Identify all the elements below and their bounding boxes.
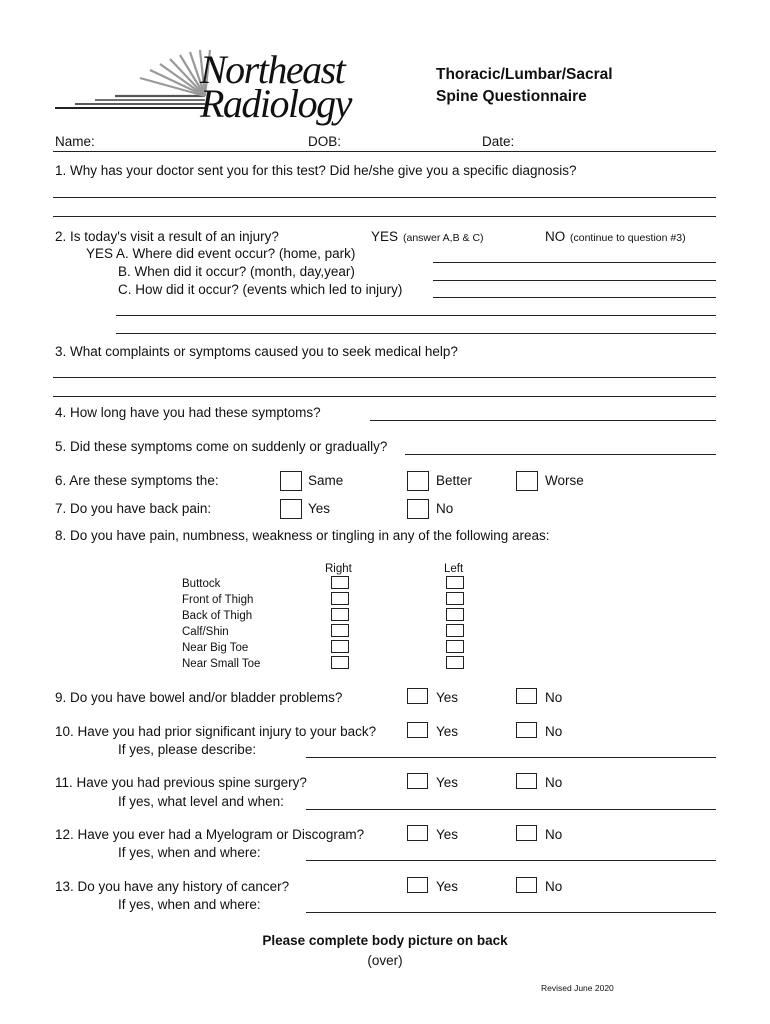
q3-answer-line-2[interactable] xyxy=(53,396,716,397)
q8-text: 8. Do you have pain, numbness, weakness or tingling in any of the following areas: xyxy=(55,528,550,543)
q6-worse-checkbox[interactable] xyxy=(516,471,538,491)
q8-left-small-toe-checkbox[interactable] xyxy=(446,656,464,669)
q7-no-checkbox[interactable] xyxy=(407,499,429,519)
q10-yes-label: Yes xyxy=(436,724,459,739)
revision-date: Revised June 2020 xyxy=(541,983,614,993)
q11-subtext: If yes, what level and when: xyxy=(118,794,284,809)
body-picture-instruction: Please complete body picture on back xyxy=(262,933,508,948)
q4-text: 4. How long have you had these symptoms? xyxy=(55,405,321,420)
q2-b-answer-line[interactable] xyxy=(433,280,716,281)
q7-text: 7. Do you have back pain: xyxy=(55,501,212,516)
q2-part-b: B. When did it occur? (month, day,year) xyxy=(118,264,355,279)
q6-better-checkbox[interactable] xyxy=(407,471,429,491)
q4-answer-line[interactable] xyxy=(370,420,716,421)
q6-same-label: Same xyxy=(308,473,344,488)
q13-text: 13. Do you have any history of cancer? xyxy=(55,879,290,894)
q9-no-label: No xyxy=(545,690,563,705)
q9-yes-label: Yes xyxy=(436,690,459,705)
q10-no-checkbox[interactable] xyxy=(516,722,537,738)
q2-text: 2. Is today's visit a result of an injury? xyxy=(55,229,279,244)
q2-c-answer-line-3[interactable] xyxy=(116,333,716,334)
q1-answer-line-2[interactable] xyxy=(53,216,716,217)
dob-label: DOB: xyxy=(308,134,342,149)
form-title-line1: Thoracic/Lumbar/Sacral xyxy=(436,66,613,83)
q5-answer-line[interactable] xyxy=(405,454,716,455)
q8-left-buttock-checkbox[interactable] xyxy=(446,576,464,589)
q2-yes-label: YES xyxy=(371,229,399,244)
q13-answer-line[interactable] xyxy=(306,912,716,913)
logo-line2: Radiology xyxy=(200,81,351,126)
q8-right-header: Right xyxy=(325,563,352,575)
q2-a-answer-line[interactable] xyxy=(433,262,716,263)
q9-text: 9. Do you have bowel and/or bladder problems? xyxy=(55,690,343,705)
q8-right-back-thigh-checkbox[interactable] xyxy=(331,608,349,621)
q10-subtext: If yes, please describe: xyxy=(118,742,257,757)
q13-subtext: If yes, when and where: xyxy=(118,897,261,912)
q8-area-label: Near Big Toe xyxy=(182,642,249,654)
q8-left-big-toe-checkbox[interactable] xyxy=(446,640,464,653)
q10-text: 10. Have you had prior significant injury to your back? xyxy=(55,724,377,739)
q8-area-label: Buttock xyxy=(182,578,221,590)
q7-yes-checkbox[interactable] xyxy=(280,499,302,519)
q8-area-label: Front of Thigh xyxy=(182,594,254,606)
q12-no-label: No xyxy=(545,827,563,842)
q2-no-label: NO xyxy=(545,229,566,244)
q13-yes-checkbox[interactable] xyxy=(407,877,428,893)
q6-worse-label: Worse xyxy=(545,473,584,488)
q5-text: 5. Did these symptoms come on suddenly or gradually? xyxy=(55,439,388,454)
q10-no-label: No xyxy=(545,724,563,739)
form-title-line2: Spine Questionnaire xyxy=(436,88,587,105)
q12-no-checkbox[interactable] xyxy=(516,825,537,841)
q12-text: 12. Have you ever had a Myelogram or Discogram? xyxy=(55,827,365,842)
q11-text: 11. Have you had previous spine surgery? xyxy=(55,775,307,790)
q8-right-front-thigh-checkbox[interactable] xyxy=(331,592,349,605)
q8-right-buttock-checkbox[interactable] xyxy=(331,576,349,589)
q8-left-front-thigh-checkbox[interactable] xyxy=(446,592,464,605)
q12-yes-checkbox[interactable] xyxy=(407,825,428,841)
q13-no-label: No xyxy=(545,879,563,894)
date-label: Date: xyxy=(482,134,515,149)
q3-answer-line-1[interactable] xyxy=(53,377,716,378)
name-dob-date-field[interactable] xyxy=(53,151,716,152)
q12-subtext: If yes, when and where: xyxy=(118,845,261,860)
q11-no-label: No xyxy=(545,775,563,790)
q8-area-label: Back of Thigh xyxy=(182,610,253,622)
q8-right-big-toe-checkbox[interactable] xyxy=(331,640,349,653)
q11-yes-checkbox[interactable] xyxy=(407,773,428,789)
q2-yes-note: (answer A,B & C) xyxy=(403,232,484,244)
q9-no-checkbox[interactable] xyxy=(516,688,537,704)
q11-answer-line[interactable] xyxy=(306,809,716,810)
q10-answer-line[interactable] xyxy=(306,757,716,758)
q8-right-small-toe-checkbox[interactable] xyxy=(331,656,349,669)
q11-no-checkbox[interactable] xyxy=(516,773,537,789)
q2-part-c: C. How did it occur? (events which led to injury) xyxy=(118,282,403,297)
q1-text: 1. Why has your doctor sent you for this test? Did he/she give you a specific diagnosis? xyxy=(55,163,577,178)
logo-line1: Northeast xyxy=(200,47,345,92)
q8-left-calf-checkbox[interactable] xyxy=(446,624,464,637)
over-note: (over) xyxy=(367,953,403,968)
q1-answer-line-1[interactable] xyxy=(53,197,716,198)
q6-text: 6. Are these symptoms the: xyxy=(55,473,219,488)
q2-part-a: YES A. Where did event occur? (home, park) xyxy=(86,246,356,261)
q8-area-label: Near Small Toe xyxy=(182,658,261,670)
q9-yes-checkbox[interactable] xyxy=(407,688,428,704)
q11-yes-label: Yes xyxy=(436,775,459,790)
q8-area-label: Calf/Shin xyxy=(182,626,229,638)
q8-left-back-thigh-checkbox[interactable] xyxy=(446,608,464,621)
q7-yes-label: Yes xyxy=(308,501,331,516)
q13-yes-label: Yes xyxy=(436,879,459,894)
q3-text: 3. What complaints or symptoms caused you to seek medical help? xyxy=(55,344,458,359)
q13-no-checkbox[interactable] xyxy=(516,877,537,893)
q10-yes-checkbox[interactable] xyxy=(407,722,428,738)
q8-left-header: Left xyxy=(444,563,464,575)
q2-no-note: (continue to question #3) xyxy=(570,232,686,244)
q6-same-checkbox[interactable] xyxy=(280,471,302,491)
name-label: Name: xyxy=(55,134,95,149)
q6-better-label: Better xyxy=(436,473,473,488)
q8-right-calf-checkbox[interactable] xyxy=(331,624,349,637)
q12-yes-label: Yes xyxy=(436,827,459,842)
q12-answer-line[interactable] xyxy=(306,860,716,861)
q2-c-answer-line[interactable] xyxy=(433,297,716,298)
q7-no-label: No xyxy=(436,501,454,516)
q2-c-answer-line-2[interactable] xyxy=(116,315,716,316)
